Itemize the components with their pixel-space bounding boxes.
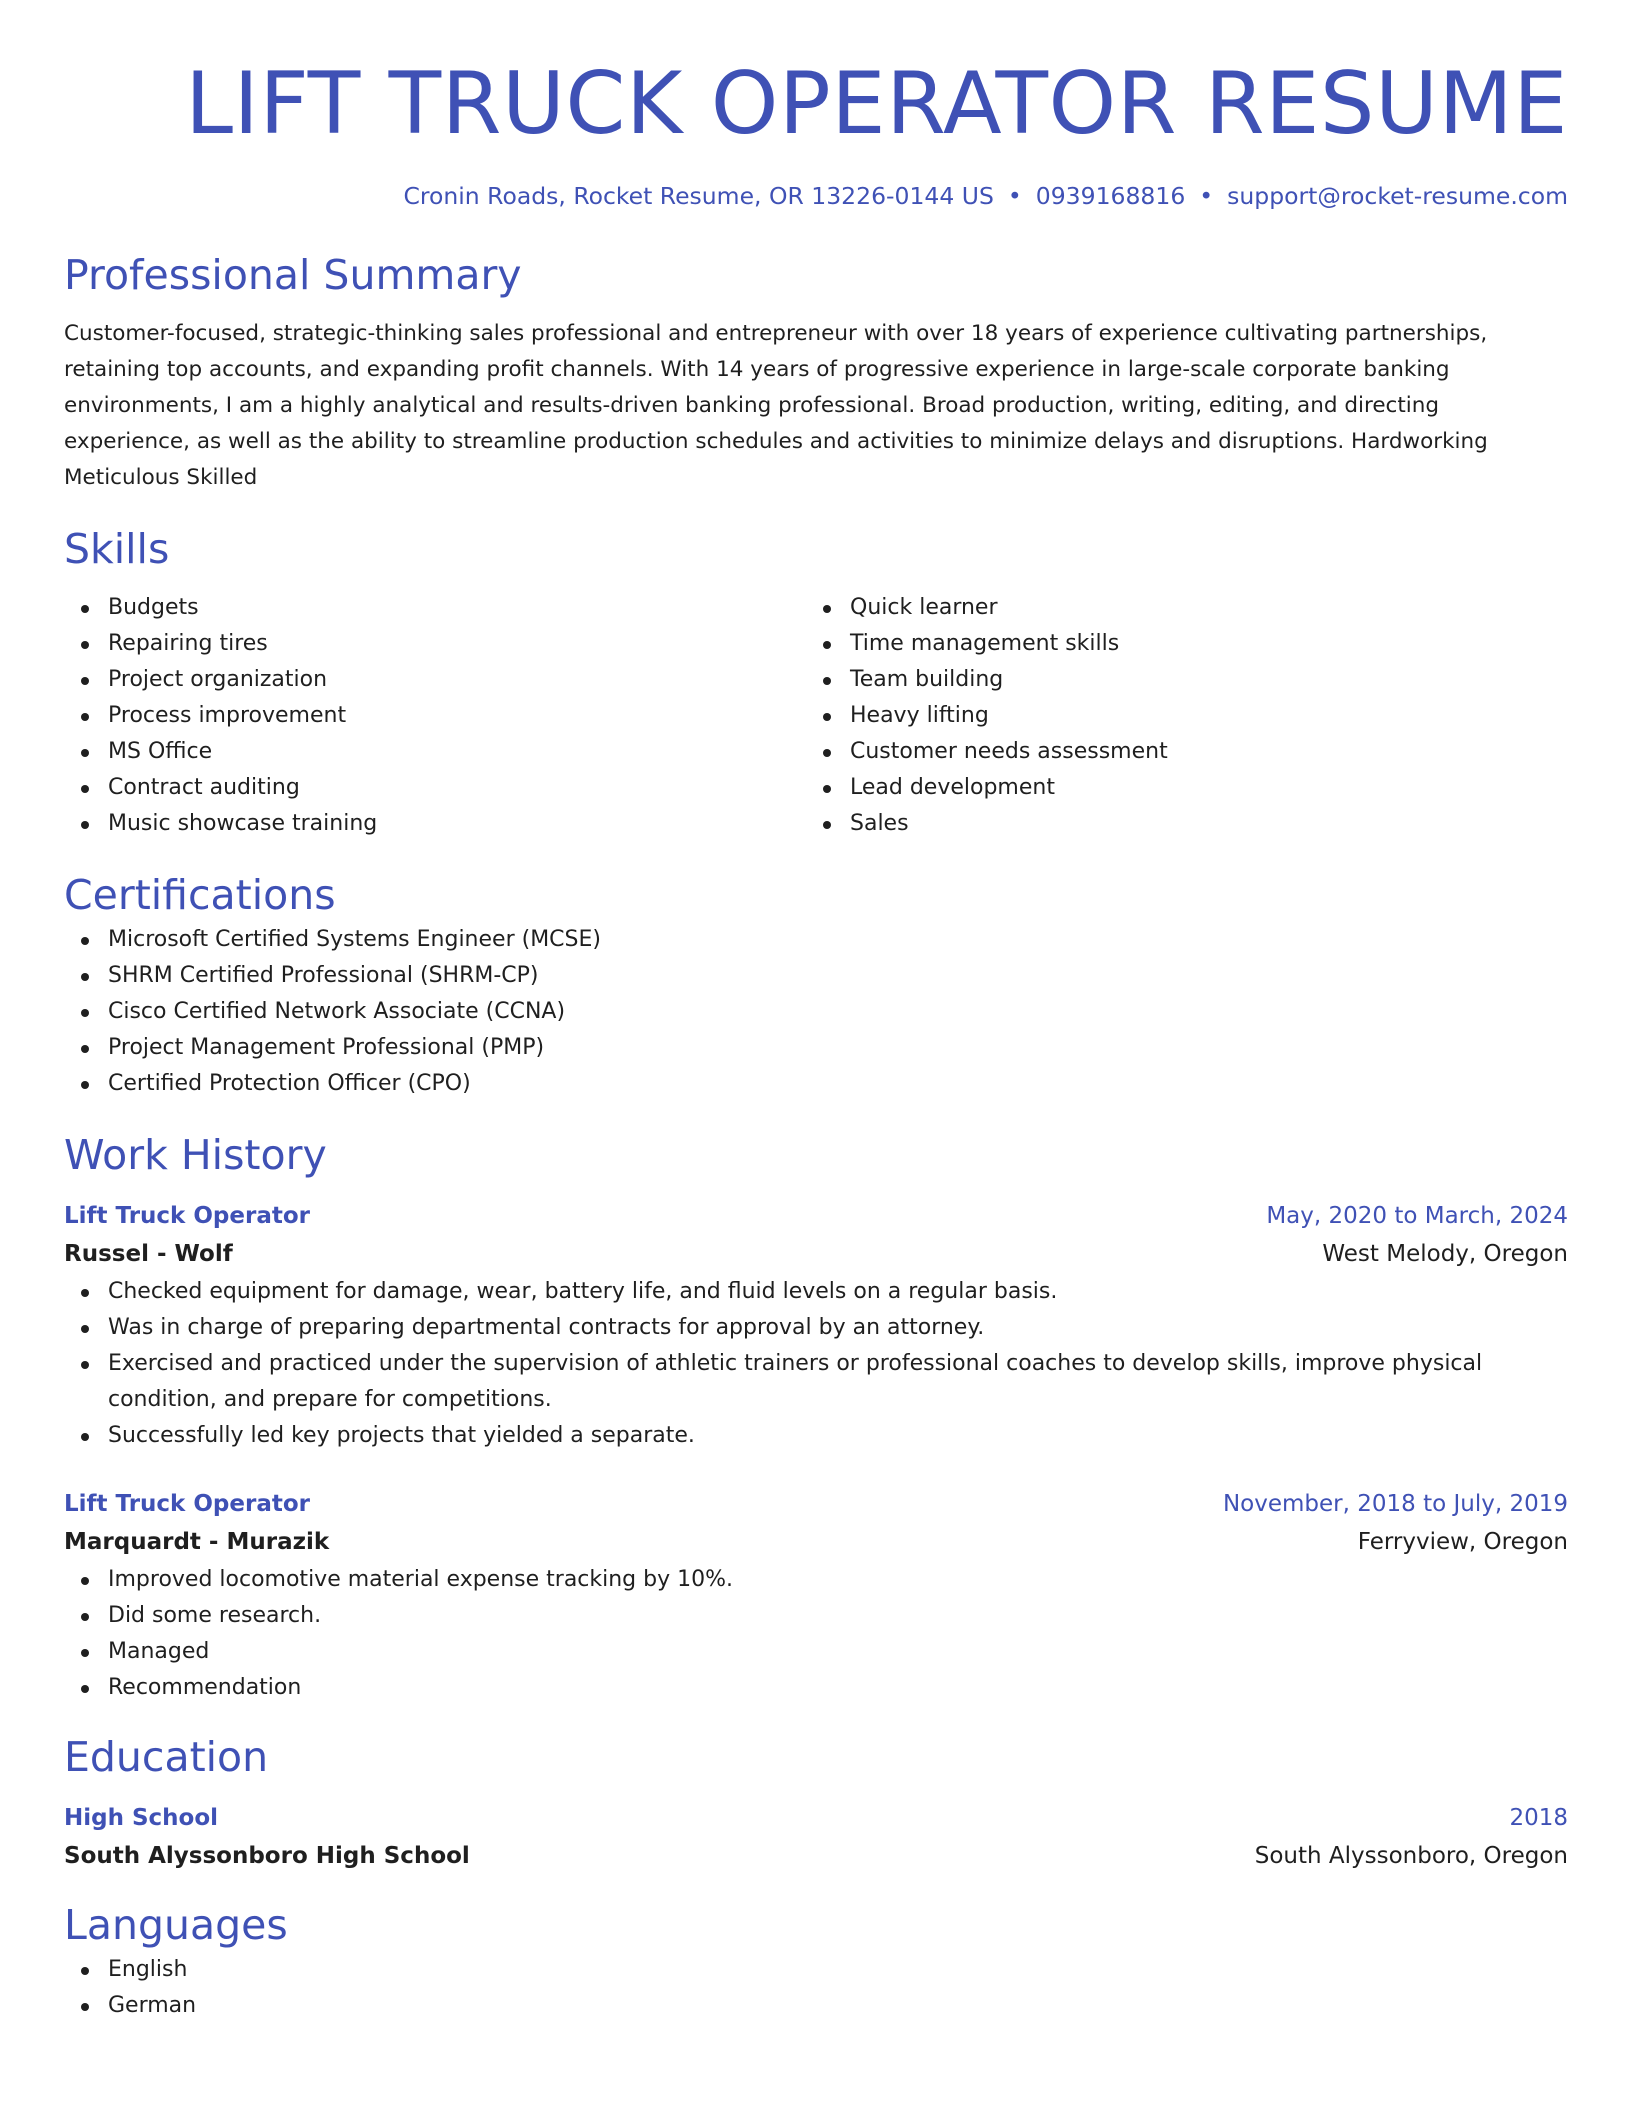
summary-heading: Professional Summary bbox=[64, 251, 522, 299]
skill-item: Team building bbox=[806, 662, 1548, 698]
skill-item: Heavy lifting bbox=[806, 698, 1548, 734]
skill-item: Sales bbox=[806, 806, 1548, 842]
job-dates: November, 2018 to July, 2019 bbox=[1222, 1491, 1568, 1517]
job-dates: May, 2020 to March, 2024 bbox=[1266, 1203, 1568, 1229]
skill-item: Time management skills bbox=[806, 626, 1548, 662]
job-header-row bbox=[64, 1198, 1568, 1234]
certification-item: Certified Protection Officer (CPO) bbox=[64, 1066, 1568, 1102]
job-company-row bbox=[64, 1234, 1568, 1274]
job-duty-item: Did some research. bbox=[64, 1598, 1568, 1634]
skills-right-list bbox=[806, 590, 1548, 842]
job-duty-item: Improved locomotive material expense tracking by 10%. bbox=[64, 1562, 1568, 1598]
contact-phone: 0939168816 bbox=[1035, 182, 1186, 210]
job-location: Ferryview, Oregon bbox=[1357, 1529, 1568, 1555]
skill-item: Lead development bbox=[806, 770, 1548, 806]
resume-page bbox=[64, 48, 1568, 2024]
education-location: South Alyssonboro, Oregon bbox=[1254, 1843, 1568, 1869]
certifications-heading: Certifications bbox=[64, 871, 336, 919]
job-entry bbox=[64, 1198, 1568, 1454]
job-duties-list bbox=[64, 1562, 1568, 1706]
skills-grid bbox=[64, 590, 1568, 842]
job-title: Lift Truck Operator bbox=[64, 1203, 310, 1229]
education-school-row bbox=[64, 1836, 1568, 1876]
work-history-heading: Work History bbox=[64, 1131, 327, 1179]
education-degree: High School bbox=[64, 1805, 219, 1831]
skills-heading: Skills bbox=[64, 525, 170, 573]
certification-item: Cisco Certified Network Associate (CCNA) bbox=[64, 994, 1568, 1030]
job-company-row bbox=[64, 1522, 1568, 1562]
education-entry bbox=[64, 1800, 1568, 1876]
skill-item: Project organization bbox=[64, 662, 806, 698]
skill-item: Contract auditing bbox=[64, 770, 806, 806]
languages-heading: Languages bbox=[64, 1901, 288, 1949]
contact-line bbox=[64, 178, 1568, 214]
job-title: Lift Truck Operator bbox=[64, 1491, 310, 1517]
contact-email: support@rocket-resume.com bbox=[1227, 182, 1568, 210]
contact-separator: • bbox=[1199, 182, 1214, 210]
skill-item: Quick learner bbox=[806, 590, 1548, 626]
resume-title: LIFT TRUCK OPERATOR RESUME bbox=[185, 54, 1568, 154]
job-duty-item: Managed bbox=[64, 1634, 1568, 1670]
certification-item: Microsoft Certified Systems Engineer (MCSE) bbox=[64, 922, 1568, 958]
skill-item: Process improvement bbox=[64, 698, 806, 734]
skill-item: Music showcase training bbox=[64, 806, 806, 842]
job-company: Marquardt - Murazik bbox=[64, 1529, 330, 1555]
job-duties-list bbox=[64, 1274, 1568, 1454]
job-duty-item: Recommendation bbox=[64, 1670, 1568, 1706]
job-header-row bbox=[64, 1486, 1568, 1522]
education-heading: Education bbox=[64, 1733, 269, 1781]
skill-item: Customer needs assessment bbox=[806, 734, 1548, 770]
language-item: German bbox=[64, 1988, 1568, 2024]
job-duty-item: Successfully led key projects that yielded a separate. bbox=[64, 1418, 1568, 1454]
job-company: Russel - Wolf bbox=[64, 1241, 233, 1267]
skill-item: Budgets bbox=[64, 590, 806, 626]
education-year: 2018 bbox=[1509, 1805, 1568, 1831]
education-school: South Alyssonboro High School bbox=[64, 1843, 470, 1869]
language-item: English bbox=[64, 1952, 1568, 1988]
skills-left-list bbox=[64, 590, 806, 842]
contact-address: Cronin Roads, Rocket Resume, OR 13226-0144 US bbox=[403, 182, 994, 210]
certification-item: SHRM Certified Professional (SHRM-CP) bbox=[64, 958, 1568, 994]
certification-item: Project Management Professional (PMP) bbox=[64, 1030, 1568, 1066]
job-location: West Melody, Oregon bbox=[1322, 1241, 1568, 1267]
skill-item: Repairing tires bbox=[64, 626, 806, 662]
job-duty-item: Exercised and practiced under the supervision of athletic trainers or professional coaches to develop skills, improve physical condition, and prepare for competitions. bbox=[64, 1346, 1568, 1418]
languages-list bbox=[64, 1952, 1568, 2024]
summary-text: Customer-focused, strategic-thinking sales professional and entrepreneur with over 18 years of experience cultivating partnerships, retaining top accounts, and expanding profit channels. With 14 years of progressive experience in large-scale corporate banking environments, I am a highly analytical and results-driven banking professional. Broad production, writing, editing, and directing experience, as well as the ability to streamline production schedules and activities to minimize delays and disruptions. Hardworking Meticulous Skilled bbox=[64, 321, 1488, 490]
job-duty-item: Was in charge of preparing departmental contracts for approval by an attorney. bbox=[64, 1310, 1568, 1346]
skill-item: MS Office bbox=[64, 734, 806, 770]
certifications-list bbox=[64, 922, 1568, 1102]
job-duty-item: Checked equipment for damage, wear, battery life, and fluid levels on a regular basis. bbox=[64, 1274, 1568, 1310]
job-entry bbox=[64, 1486, 1568, 1706]
contact-separator: • bbox=[1007, 182, 1022, 210]
education-header-row bbox=[64, 1800, 1568, 1836]
